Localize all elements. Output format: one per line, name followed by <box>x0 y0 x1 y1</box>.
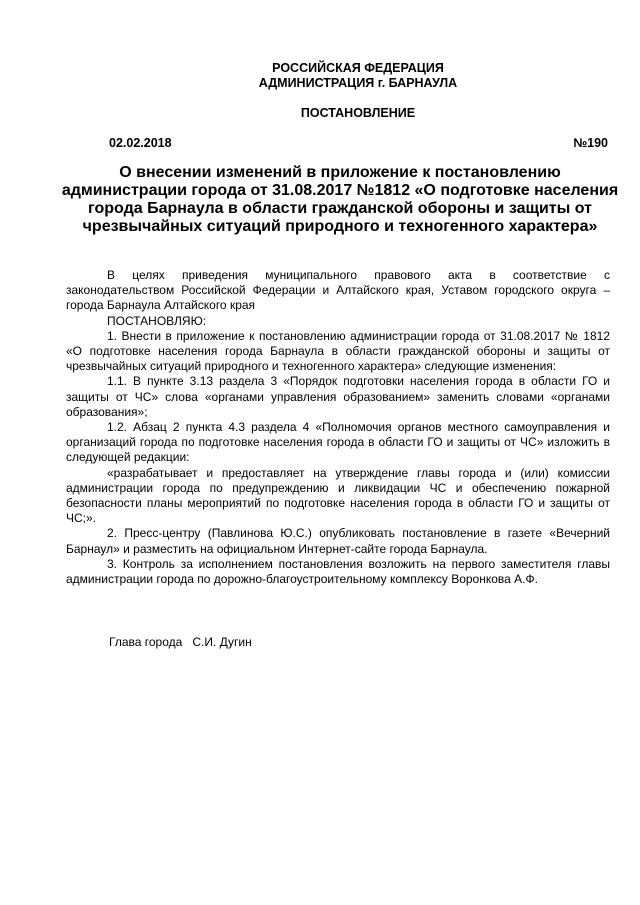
signature-position: Глава города <box>109 635 183 649</box>
body-paragraph: 3. Контроль за исполнением постановления возложить на первого заместителя главы администрации города по дорожно-благоустроительному комплексу Воронкова А.Ф. <box>66 556 610 587</box>
body-paragraph: 2. Пресс-центру (Павлинова Ю.С.) опубликовать постановление в газете «Вечерний Барнаул» и разместить на официальном Интернет-сайте города Барнаула. <box>66 526 610 556</box>
document-date: 02.02.2018 <box>109 136 172 150</box>
document-body <box>66 268 610 587</box>
signature-name: С.И. Дугин <box>192 635 252 649</box>
administration-heading: АДМИНИСТРАЦИЯ г. БАРНАУЛА <box>258 76 458 90</box>
body-paragraph: 1.2. Абзац 2 пункта 4.3 раздела 4 «Полномочия органов местного самоуправления и организаций города по подготовке населения города в области ГО и защиты от ЧС» изложить в следующей редакции: <box>66 420 610 465</box>
document-number: №190 <box>573 136 608 150</box>
signature-block <box>109 635 252 650</box>
body-paragraph: «разрабатывает и предоставляет на утверждение главы города и (или) комиссии администрации города по предупреждению и ликвидации ЧС и обеспечению пожарной безопасности планы мероприятий по подготовке населения города в области ГО и защиты от ЧС;». <box>66 465 610 526</box>
body-paragraph: 1. Внести в приложение к постановлению администрации города от 31.08.2017 № 1812 «О подготовке населения города Барнаула в области гражданской обороны и защиты от чрезвычайных ситуаций природного и техногенного характера» следующие изменения: <box>66 328 610 374</box>
body-paragraph: В целях приведения муниципального правового акта в соответствие с законодательством Российской Федерации и Алтайского края, Уставом городского округа – города Барнаула Алтайского края <box>66 268 610 313</box>
document-type: ПОСТАНОВЛЕНИЕ <box>300 106 416 120</box>
document-title: О внесении изменений в приложение к постановлению администрации города от 31.08.2017 №1812 «О подготовке населения города Барнаула в области гражданской обороны и защиты от чрезвычайных ситуаций природного и техногенного характера» <box>61 164 619 235</box>
body-paragraph: ПОСТАНОВЛЯЮ: <box>107 313 207 328</box>
country-heading: РОССИЙСКАЯ ФЕДЕРАЦИЯ <box>272 61 444 75</box>
body-paragraph: 1.1. В пункте 3.13 раздела 3 «Порядок подготовки населения города в области ГО и защиты от ЧС» слова «органами управления образованием» заменить словами «органами образования»; <box>66 374 610 419</box>
